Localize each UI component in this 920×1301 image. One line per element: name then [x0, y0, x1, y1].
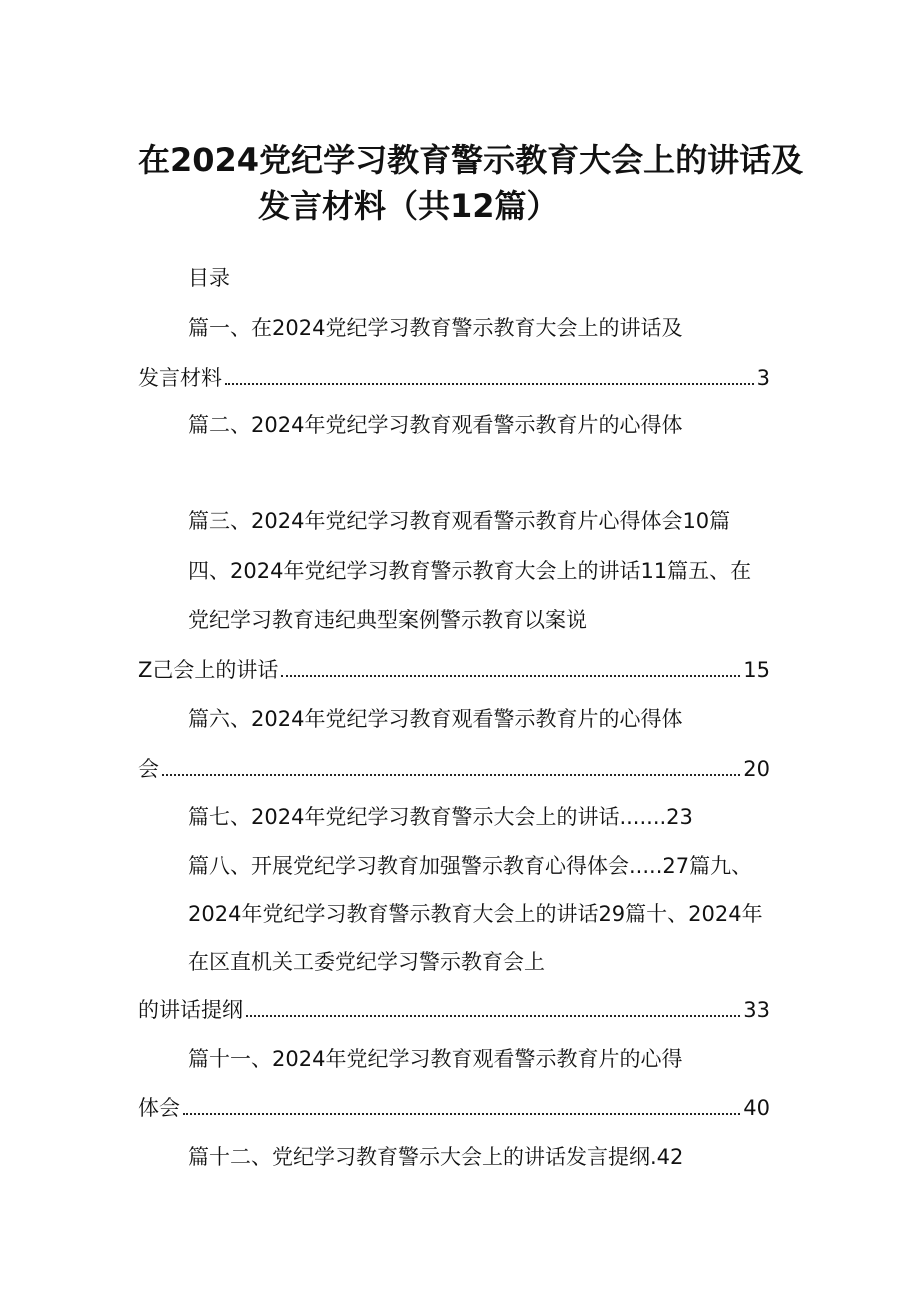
document-title-line1: 在2024党纪学习教育警示教育大会上的讲话及 [138, 141, 804, 179]
document-title-line2: 发言材料（共12篇） [258, 187, 559, 225]
toc-entry [138, 755, 770, 783]
toc-line: 党纪学习教育违纪典型案例警示教育以案说 [188, 608, 587, 632]
toc-page-number: 33 [743, 998, 770, 1022]
toc-heading: 目录 [188, 266, 230, 290]
toc-line: 在区直机关工委党纪学习警示教育会上 [188, 950, 545, 974]
toc-entry-label: 的讲话提纲 [138, 998, 243, 1022]
toc-line: 篇六、2024年党纪学习教育观看警示教育片的心得体 [188, 707, 683, 731]
toc-entry [138, 656, 770, 684]
toc-entry-label: 体会 [138, 1096, 180, 1120]
toc-line: 2024年党纪学习教育警示教育大会上的讲话29篇十、2024年 [188, 902, 763, 926]
toc-entry [138, 364, 770, 392]
toc-line: 篇二、2024年党纪学习教育观看警示教育片的心得体 [188, 413, 683, 437]
toc-leader-dots [281, 674, 740, 677]
toc-leader-dots [183, 1112, 740, 1115]
toc-entry-label: 发言材料 [138, 366, 222, 390]
toc-entry [138, 996, 770, 1024]
toc-leader-dots [246, 1014, 740, 1017]
toc-page-number: 15 [743, 658, 770, 682]
toc-line: 篇八、开展党纪学习教育加强警示教育心得体会.....27篇九、 [188, 854, 753, 878]
toc-entry-label: 会 [138, 757, 159, 781]
toc-line: 篇七、2024年党纪学习教育警示大会上的讲话.......23 [188, 805, 693, 829]
toc-page-number: 20 [743, 757, 770, 781]
toc-line: 四、2024年党纪学习教育警示教育大会上的讲话11篇五、在 [188, 559, 752, 583]
toc-page-number: 40 [743, 1096, 770, 1120]
toc-leader-dots [225, 382, 754, 385]
toc-entry [138, 1094, 770, 1122]
toc-line: 篇三、2024年党纪学习教育观看警示教育片心得体会10篇 [188, 509, 731, 533]
toc-line: 篇十一、2024年党纪学习教育观看警示教育片的心得 [188, 1047, 683, 1071]
toc-page-number: 3 [756, 366, 770, 390]
toc-line: 篇一、在2024党纪学习教育警示教育大会上的讲话及 [188, 316, 683, 340]
toc-entry-label: Z己会上的讲话 [138, 658, 279, 682]
toc-leader-dots [162, 773, 740, 776]
toc-line: 篇十二、党纪学习教育警示大会上的讲话发言提纲.42 [188, 1145, 684, 1169]
